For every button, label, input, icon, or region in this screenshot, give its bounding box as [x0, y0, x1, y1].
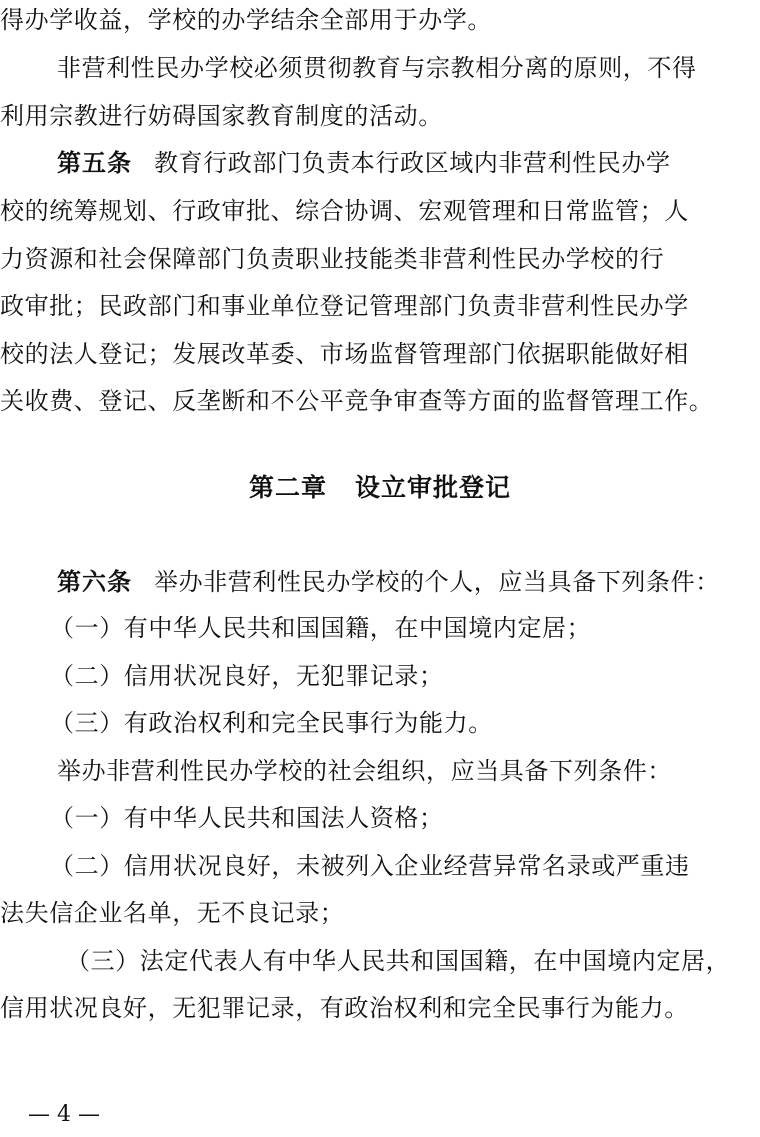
list-item: （二）信用状况良好，无犯罪记录；: [50, 662, 444, 690]
article-6-line: [57, 562, 760, 602]
paragraph-line: 关收费、登记、反垄断和不公平竞争审查等方面的监督管理工作。: [0, 387, 714, 415]
chapter-title: 设立审批登记: [355, 473, 512, 502]
article-5-line: [57, 143, 760, 183]
paragraph-line: 利用宗教进行妨碍国家教育制度的活动。: [0, 102, 443, 130]
article-label: 第六条: [57, 568, 132, 596]
paragraph-line: 校的法人登记；发展改革委、市场监督管理部门依据职能做好相: [0, 340, 689, 368]
paragraph-line: 得办学收益，学校的办学结余全部用于办学。: [0, 6, 492, 34]
list-item: （三）有政治权利和完全民事行为能力。: [50, 709, 493, 737]
paragraph-line: 法失信企业名单，无不良记录；: [0, 899, 345, 927]
article-text: 举办非营利性民办学校的个人，应当具备下列条件：: [154, 568, 720, 596]
chapter-number: 第二章: [248, 473, 327, 502]
paragraph-line: 力资源和社会保障部门负责职业技能类非营利性民办学校的行: [0, 245, 665, 273]
list-item: （三）法定代表人有中华人民共和国国籍，在中国境内定居，: [66, 947, 731, 975]
article-label: 第五条: [57, 149, 132, 177]
list-item: （二）信用状况良好，未被列入企业经营异常名录或严重违: [50, 852, 690, 880]
paragraph-line: 校的统筹规划、行政审批、综合协调、宏观管理和日常监管；人: [0, 197, 689, 225]
list-item: （一）有中华人民共和国国籍，在中国境内定居；: [50, 614, 592, 642]
list-item: （一）有中华人民共和国法人资格；: [50, 804, 444, 832]
paragraph-line: 非营利性民办学校必须贯彻教育与宗教相分离的原则，不得: [57, 54, 697, 82]
article-text: 教育行政部门负责本行政区域内非营利性民办学: [154, 149, 671, 177]
paragraph-line: 举办非营利性民办学校的社会组织，应当具备下列条件：: [57, 757, 672, 785]
chapter-heading: [0, 466, 760, 510]
page-number: — 4 —: [28, 1102, 100, 1127]
paragraph-line: 政审批；民政部门和事业单位登记管理部门负责非营利性民办学: [0, 292, 689, 320]
paragraph-line: 信用状况良好，无犯罪记录，有政治权利和完全民事行为能力。: [0, 994, 689, 1022]
